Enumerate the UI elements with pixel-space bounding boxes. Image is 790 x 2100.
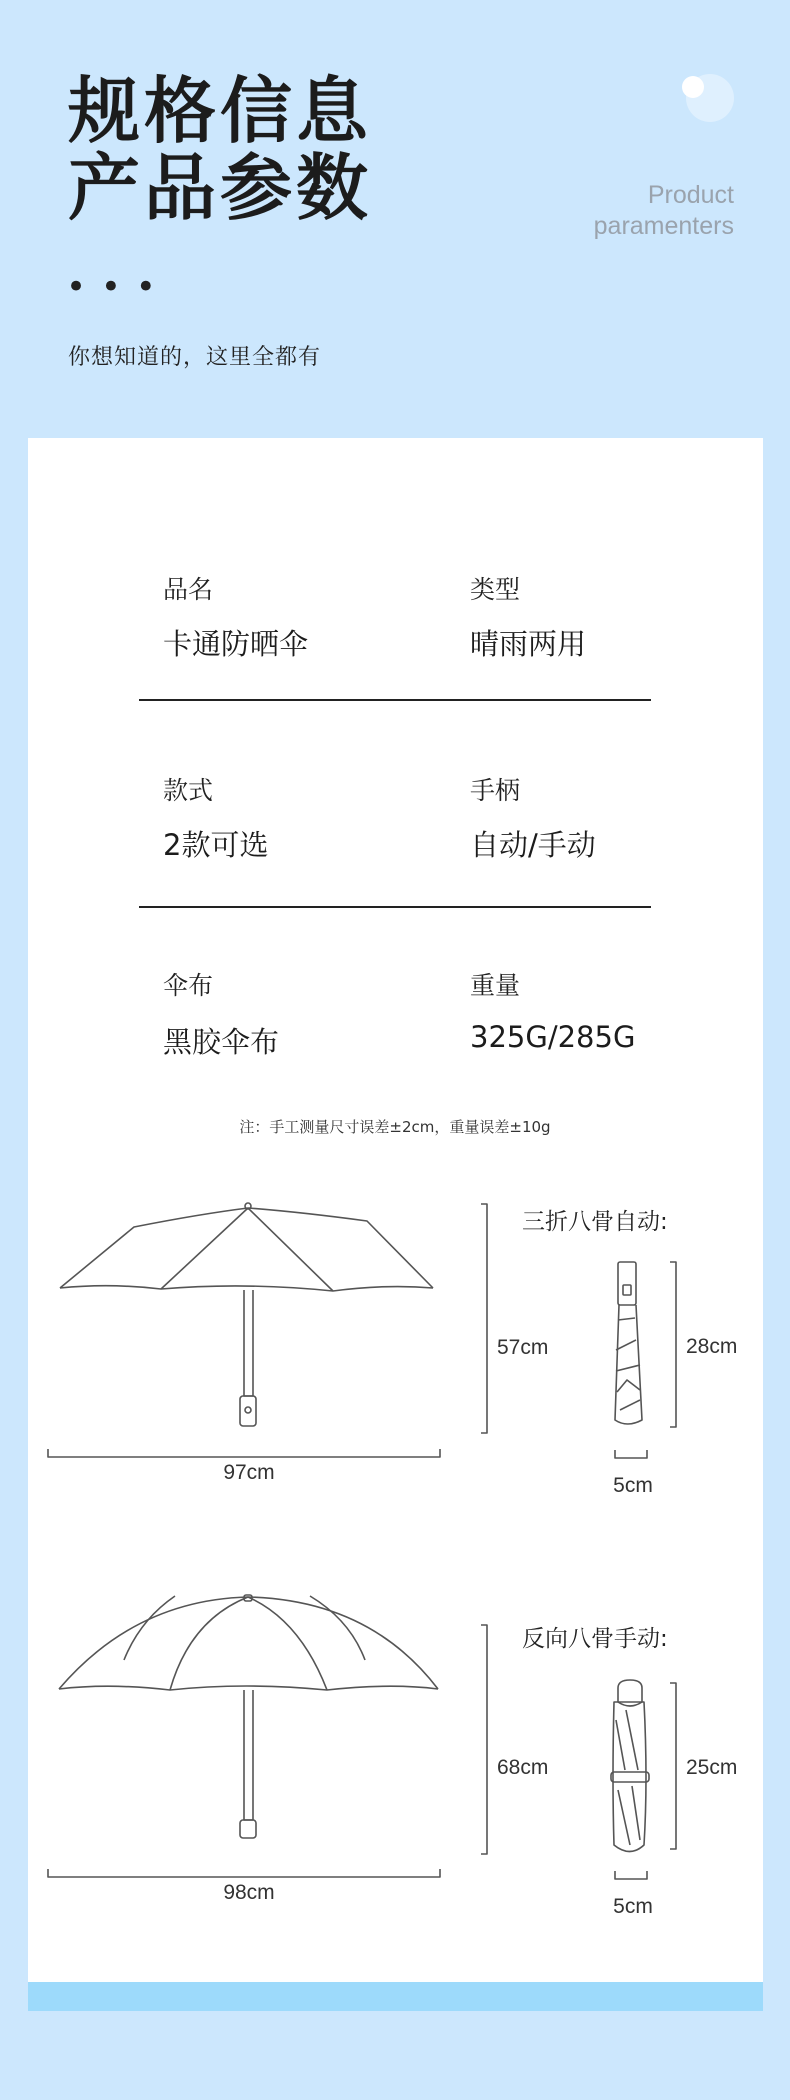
- umbrella1-height-bracket: [481, 1204, 487, 1433]
- ellipsis-dots: • • •: [66, 267, 158, 307]
- english-title-line1: Product: [647, 181, 734, 209]
- page-title-line2: 产品参数: [68, 146, 373, 230]
- umbrella2-height-bracket: [481, 1625, 487, 1854]
- page-subtitle: 你想知道的，这里全都有: [68, 345, 322, 370]
- spec-label-fabric: 伞布: [163, 971, 214, 1000]
- umbrella2-type-label: 反向八骨手动:: [522, 1626, 668, 1652]
- spec-value-type: 晴雨两用: [470, 627, 587, 661]
- spec-label-handle: 手柄: [470, 776, 521, 805]
- umbrella1-folded-width: 5cm: [613, 1474, 653, 1497]
- umbrella1-open-height: 57cm: [497, 1336, 549, 1359]
- umbrella1-folded-length: 28cm: [686, 1335, 738, 1358]
- umbrella2-open-illustration: [59, 1595, 438, 1838]
- umbrella1-folded-width-bracket: [615, 1450, 647, 1458]
- spec-label-type: 类型: [470, 575, 521, 604]
- spec-label-name: 品名: [163, 575, 214, 604]
- spec-value-style: 2款可选: [163, 828, 269, 862]
- umbrella1-folded-length-bracket: [670, 1262, 676, 1427]
- english-title-line2: paramenters: [593, 212, 734, 240]
- page-title-line1: 规格信息: [68, 69, 373, 153]
- measurement-note: 注：手工测量尺寸误差±2cm，重量误差±10g: [239, 1118, 551, 1136]
- umbrella2-width-bracket: [48, 1869, 440, 1877]
- spec-value-handle: 自动/手动: [470, 828, 596, 862]
- spec-value-weight: 325G/285G: [470, 1020, 636, 1054]
- umbrella2-open-width: 98cm: [223, 1881, 275, 1904]
- umbrella1-width-bracket: [48, 1449, 440, 1457]
- umbrella1-type-label: 三折八骨自动:: [522, 1209, 668, 1235]
- spec-value-fabric: 黑胶伞布: [163, 1025, 280, 1059]
- umbrella2-folded-width: 5cm: [613, 1895, 653, 1918]
- spec-label-weight: 重量: [470, 971, 521, 1000]
- umbrella2-folded-width-bracket: [615, 1871, 647, 1879]
- umbrella2-open-height: 68cm: [497, 1756, 549, 1779]
- umbrella2-folded-length: 25cm: [686, 1756, 738, 1779]
- umbrella1-folded-illustration: [615, 1262, 642, 1424]
- umbrella1-open-illustration: [60, 1203, 433, 1426]
- spec-value-name: 卡通防晒伞: [163, 627, 309, 661]
- spec-label-style: 款式: [163, 776, 214, 805]
- umbrella2-folded-illustration: [611, 1680, 649, 1852]
- umbrella1-open-width: 97cm: [223, 1461, 275, 1484]
- umbrella2-folded-length-bracket: [670, 1683, 676, 1849]
